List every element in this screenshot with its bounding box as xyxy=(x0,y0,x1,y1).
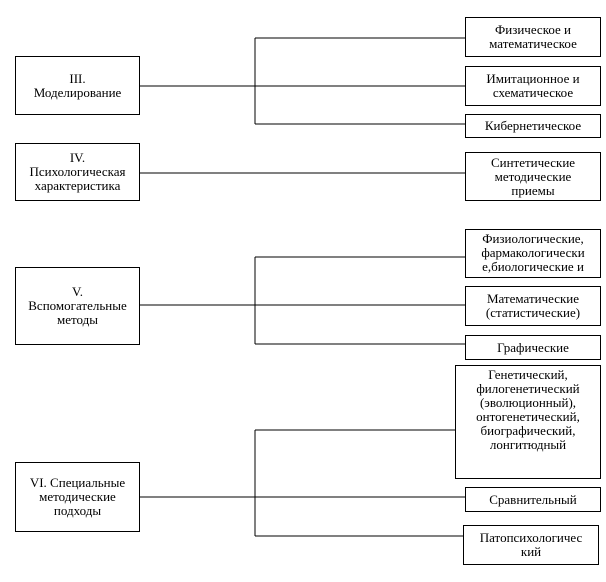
main-box-label: VI. Специальные методические подходы xyxy=(29,475,126,518)
sub-box-physical-math xyxy=(465,17,601,57)
sub-box-label: Сравнительный xyxy=(489,491,577,507)
sub-box-physiological xyxy=(465,229,601,278)
sub-box-imitation-schematic xyxy=(465,66,601,106)
sub-box-label: Физическое и математическое xyxy=(489,22,577,51)
sub-box-label: Синтетические методические приемы xyxy=(490,154,576,198)
sub-box-genetic xyxy=(455,365,601,479)
sub-box-label: Математические (статистические) xyxy=(485,291,581,320)
main-box-psychological xyxy=(15,143,140,201)
sub-box-label: Генетический, филогенетический (эволюционный), онтогенетический, биографический, лонгитюдный xyxy=(476,367,580,452)
main-box-modeling xyxy=(15,56,140,115)
sub-box-synthetic xyxy=(465,152,601,201)
main-box-label: IV. Психологическая характеристика xyxy=(29,150,126,193)
sub-box-label: Кибернетическое xyxy=(484,118,582,133)
sub-box-graphic xyxy=(465,335,601,360)
main-box-label: V. Вспомогательные методы xyxy=(28,284,127,327)
sub-box-label: Физиологические, фармакологически е,биологические и xyxy=(481,231,585,274)
sub-box-cybernetic xyxy=(465,114,601,138)
sub-box-label: Графические xyxy=(497,339,569,355)
main-box-label: III. Моделирование xyxy=(33,70,122,100)
sub-box-pathopsychological xyxy=(463,525,599,565)
main-box-auxiliary xyxy=(15,267,140,345)
sub-box-label: Патопсихологичес кий xyxy=(479,530,583,559)
sub-box-label: Имитационное и схематическое xyxy=(486,71,580,100)
main-box-special xyxy=(15,462,140,532)
sub-box-mathematical xyxy=(465,286,601,326)
sub-box-comparative xyxy=(465,487,601,512)
